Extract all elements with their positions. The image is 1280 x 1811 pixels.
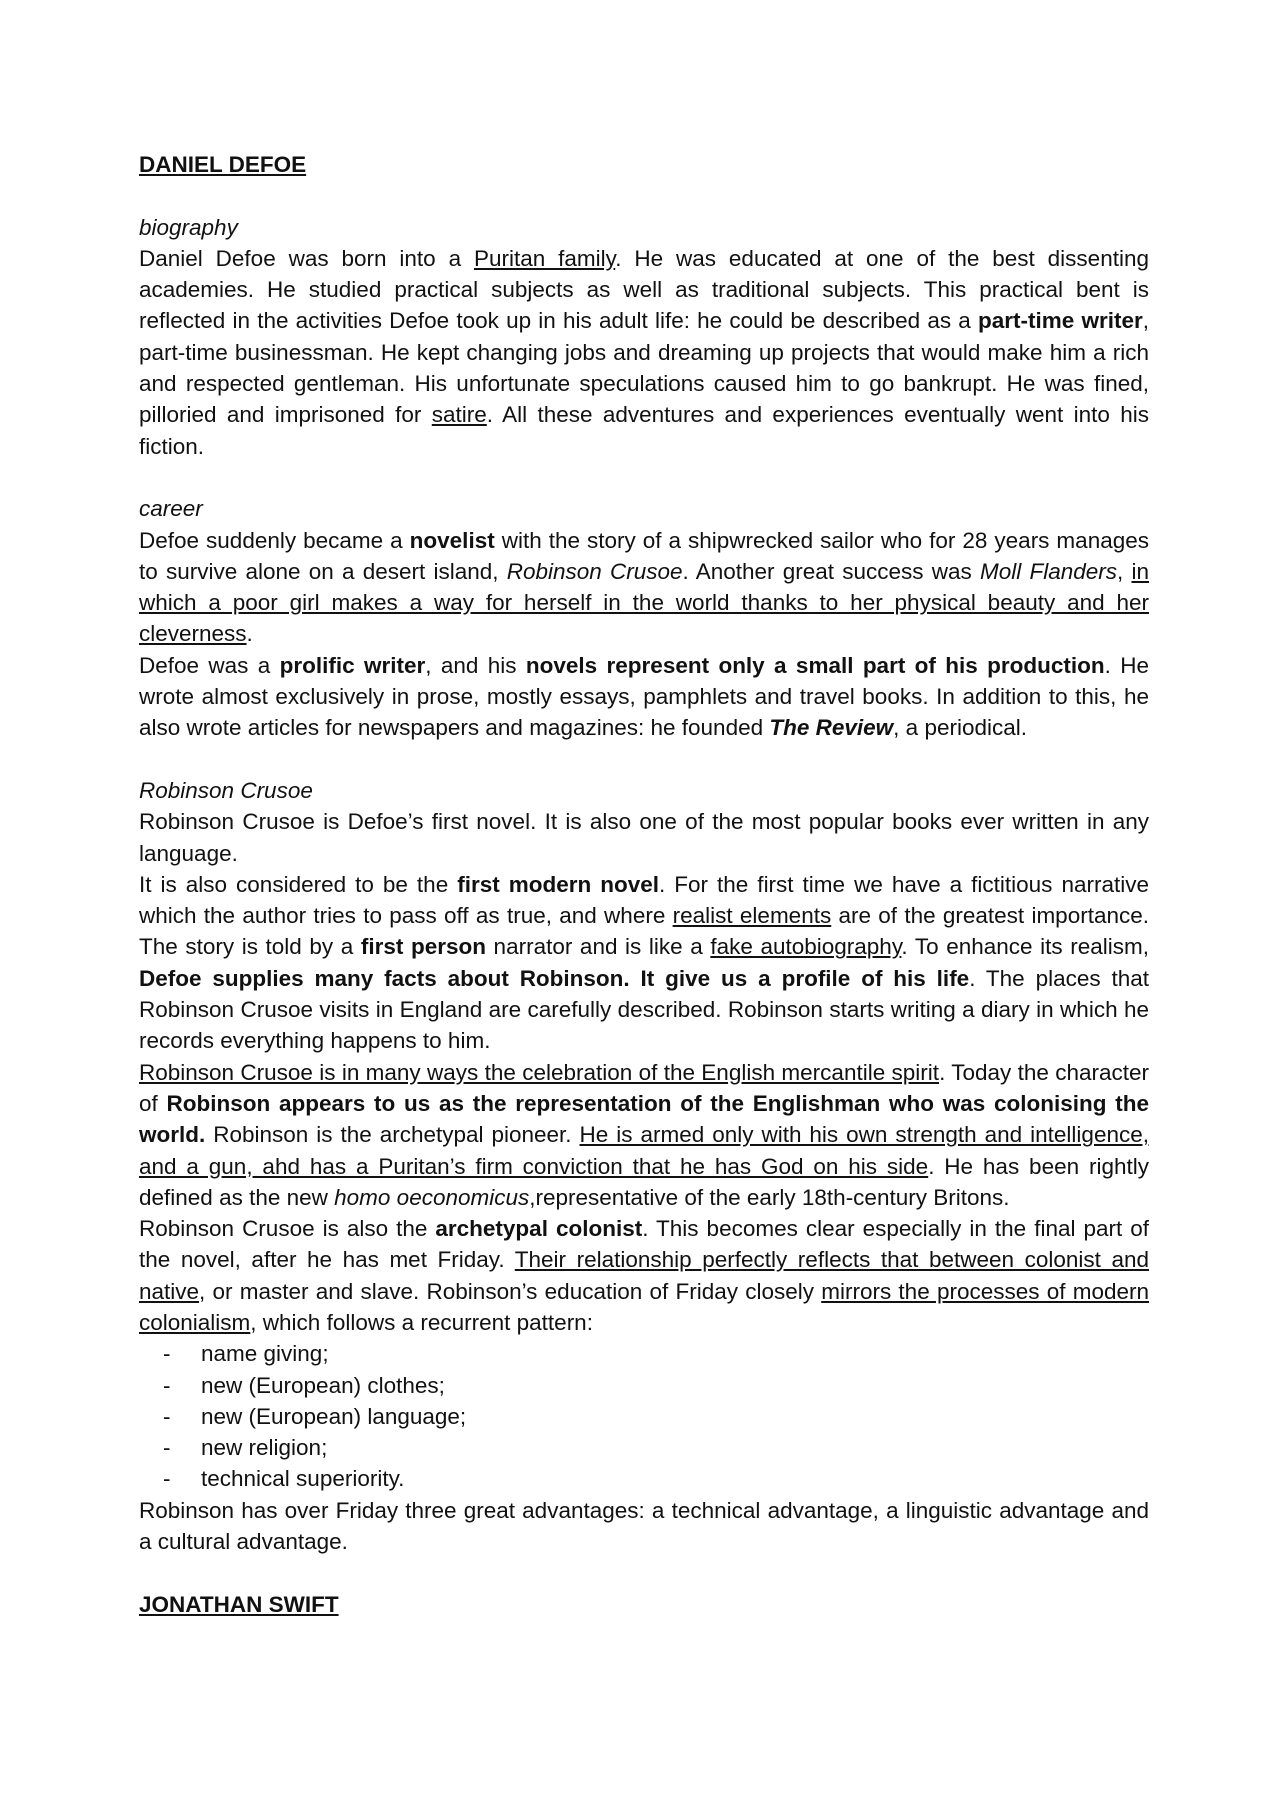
- list-item: - new (European) clothes;: [139, 1370, 1149, 1401]
- career-paragraph-2: Defoe was a prolific writer, and his novels represent only a small part of his production. He wrote almost exclusively in prose, mostly essays, pamphlets and travel books. In addition to this, he also wrote articles for newspapers and magazines: he founded The Review, a periodical.: [139, 652, 1149, 741]
- bullet-dash: -: [163, 1466, 171, 1492]
- underlined-phrase: satire: [431, 402, 487, 428]
- underlined-phrase: mirrors the processes of modern colonialism: [139, 1278, 1149, 1335]
- section-label-career: career: [139, 496, 203, 522]
- underlined-phrase: realist elements: [672, 903, 832, 929]
- robinson-paragraph-4: Robinson Crusoe is also the archetypal colonist. This becomes clear especially in the final part of the novel, after he has met Friday. Their relationship perfectly reflects that between colonist and native, or master and slave. Robinson’s education of Friday closely mirrors the processes of modern colonialism, which follows a recurrent pattern:: [139, 1216, 1150, 1335]
- robinson-paragraph-1: Robinson Crusoe is Defoe’s first novel. It is also one of the most popular books ever written in any language.: [139, 809, 1149, 866]
- bold-phrase: part-time writer: [977, 308, 1143, 334]
- list-item: - new (European) language;: [139, 1401, 1149, 1432]
- bullet-dash: -: [163, 1403, 171, 1429]
- document-page: [139, 149, 1149, 1620]
- career-paragraph-1: Defoe suddenly became a novelist with the story of a shipwrecked sailor who for 28 years manages to survive alone on a desert island, Robinson Crusoe. Another great success was Moll Flanders, in which a poor girl makes a way for herself in the world thanks to her physical beauty and her cleverness.: [139, 527, 1149, 647]
- robinson-paragraph-5: Robinson has over Friday three great advantages: a technical advantage, a linguistic advantage and a cultural advantage.: [139, 1497, 1149, 1555]
- blank-line: [139, 462, 1149, 493]
- bold-phrase: first modern novel: [457, 871, 660, 897]
- underlined-phrase: fake autobiography: [710, 934, 902, 960]
- biography-paragraph: Daniel Defoe was born into a Puritan family. He was educated at one of the best dissenting academies. He studied practical subjects as well as traditional subjects. This practical bent is reflected in the activities Defoe took up in his adult life: he could be described as a part-time writer, part-time businessman. He kept changing jobs and dreaming up projects that would make him a rich and respected gentleman. His unfortunate speculations caused him to go bankrupt. He was fined, pilloried and imprisoned for satire. All these adventures and experiences eventually went into his fiction.: [139, 245, 1149, 459]
- robinson-paragraph-2: It is also considered to be the first modern novel. For the first time we have a fictitious narrative which the author tries to pass off as true, and where realist elements are of the greatest importance. The story is told by a first person narrator and is like a fake autobiography. To enhance its realism, Defoe supplies many facts about Robinson. It give us a profile of his life. The places that Robinson Crusoe visits in England are carefully described. Robinson starts writing a diary in which he records everything happens to him.: [139, 871, 1150, 1054]
- underlined-phrase: Their relationship perfectly reflects that between colonist and native: [139, 1247, 1149, 1304]
- blank-line: [139, 180, 1149, 211]
- bold-phrase: prolific writer: [279, 652, 426, 678]
- underlined-phrase: in which a poor girl makes a way for herself in the world thanks to her physical beauty and her cleverness: [139, 558, 1149, 647]
- bullet-dash: -: [163, 1372, 171, 1398]
- bold-phrase: novelist: [409, 527, 495, 553]
- list-item: - technical superiority.: [139, 1463, 1149, 1494]
- bullet-dash: -: [163, 1435, 171, 1461]
- underlined-phrase: Puritan family: [473, 245, 616, 271]
- bold-italic-title: The Review: [769, 715, 894, 741]
- section-label-biography: biography: [139, 214, 238, 240]
- robinson-paragraph-3: Robinson Crusoe is in many ways the celebration of the English mercantile spirit. Today the character of Robinson appears to us as the representation of the Englishman who was colonising the world. Robinson is the archetypal pioneer. He is armed only with his own strength and intelligence, and a gun, ahd has a Puritan’s firm conviction that he has God on his side. He has been rightly defined as the new homo oeconomicus,representative of the early 18th-century Britons.: [139, 1059, 1149, 1210]
- section-label-robinson-crusoe: Robinson Crusoe: [139, 777, 313, 803]
- italic-phrase: homo oeconomicus: [334, 1184, 530, 1210]
- bold-phrase: Robinson appears to us as the representation of the Englishman who was colonising the world.: [139, 1090, 1149, 1148]
- underlined-phrase: He is armed only with his own strength and intelligence, and a gun, ahd has a Puritan’s firm conviction that he has God on his side: [139, 1122, 1149, 1179]
- colonialism-pattern-list: [139, 1338, 1149, 1494]
- bold-phrase: first person: [360, 934, 486, 960]
- italic-title: Moll Flanders: [979, 558, 1117, 584]
- italic-title: Robinson Crusoe: [506, 558, 683, 584]
- list-item: - name giving;: [139, 1338, 1149, 1369]
- bold-phrase: novels represent only a small part of his production: [525, 652, 1105, 678]
- list-item: - new religion;: [139, 1432, 1149, 1463]
- bold-phrase: Defoe supplies many facts about Robinson. It give us a profile of his life: [139, 965, 970, 991]
- blank-line: [139, 744, 1149, 775]
- underlined-phrase: Robinson Crusoe is in many ways the celebration of the English mercantile spirit: [139, 1059, 940, 1085]
- bold-phrase: archetypal colonist: [435, 1216, 643, 1242]
- blank-line: [139, 1557, 1149, 1588]
- heading-daniel-defoe: DANIEL DEFOE: [139, 152, 307, 177]
- heading-jonathan-swift: JONATHAN SWIFT: [139, 1591, 339, 1617]
- bullet-dash: -: [163, 1341, 171, 1367]
